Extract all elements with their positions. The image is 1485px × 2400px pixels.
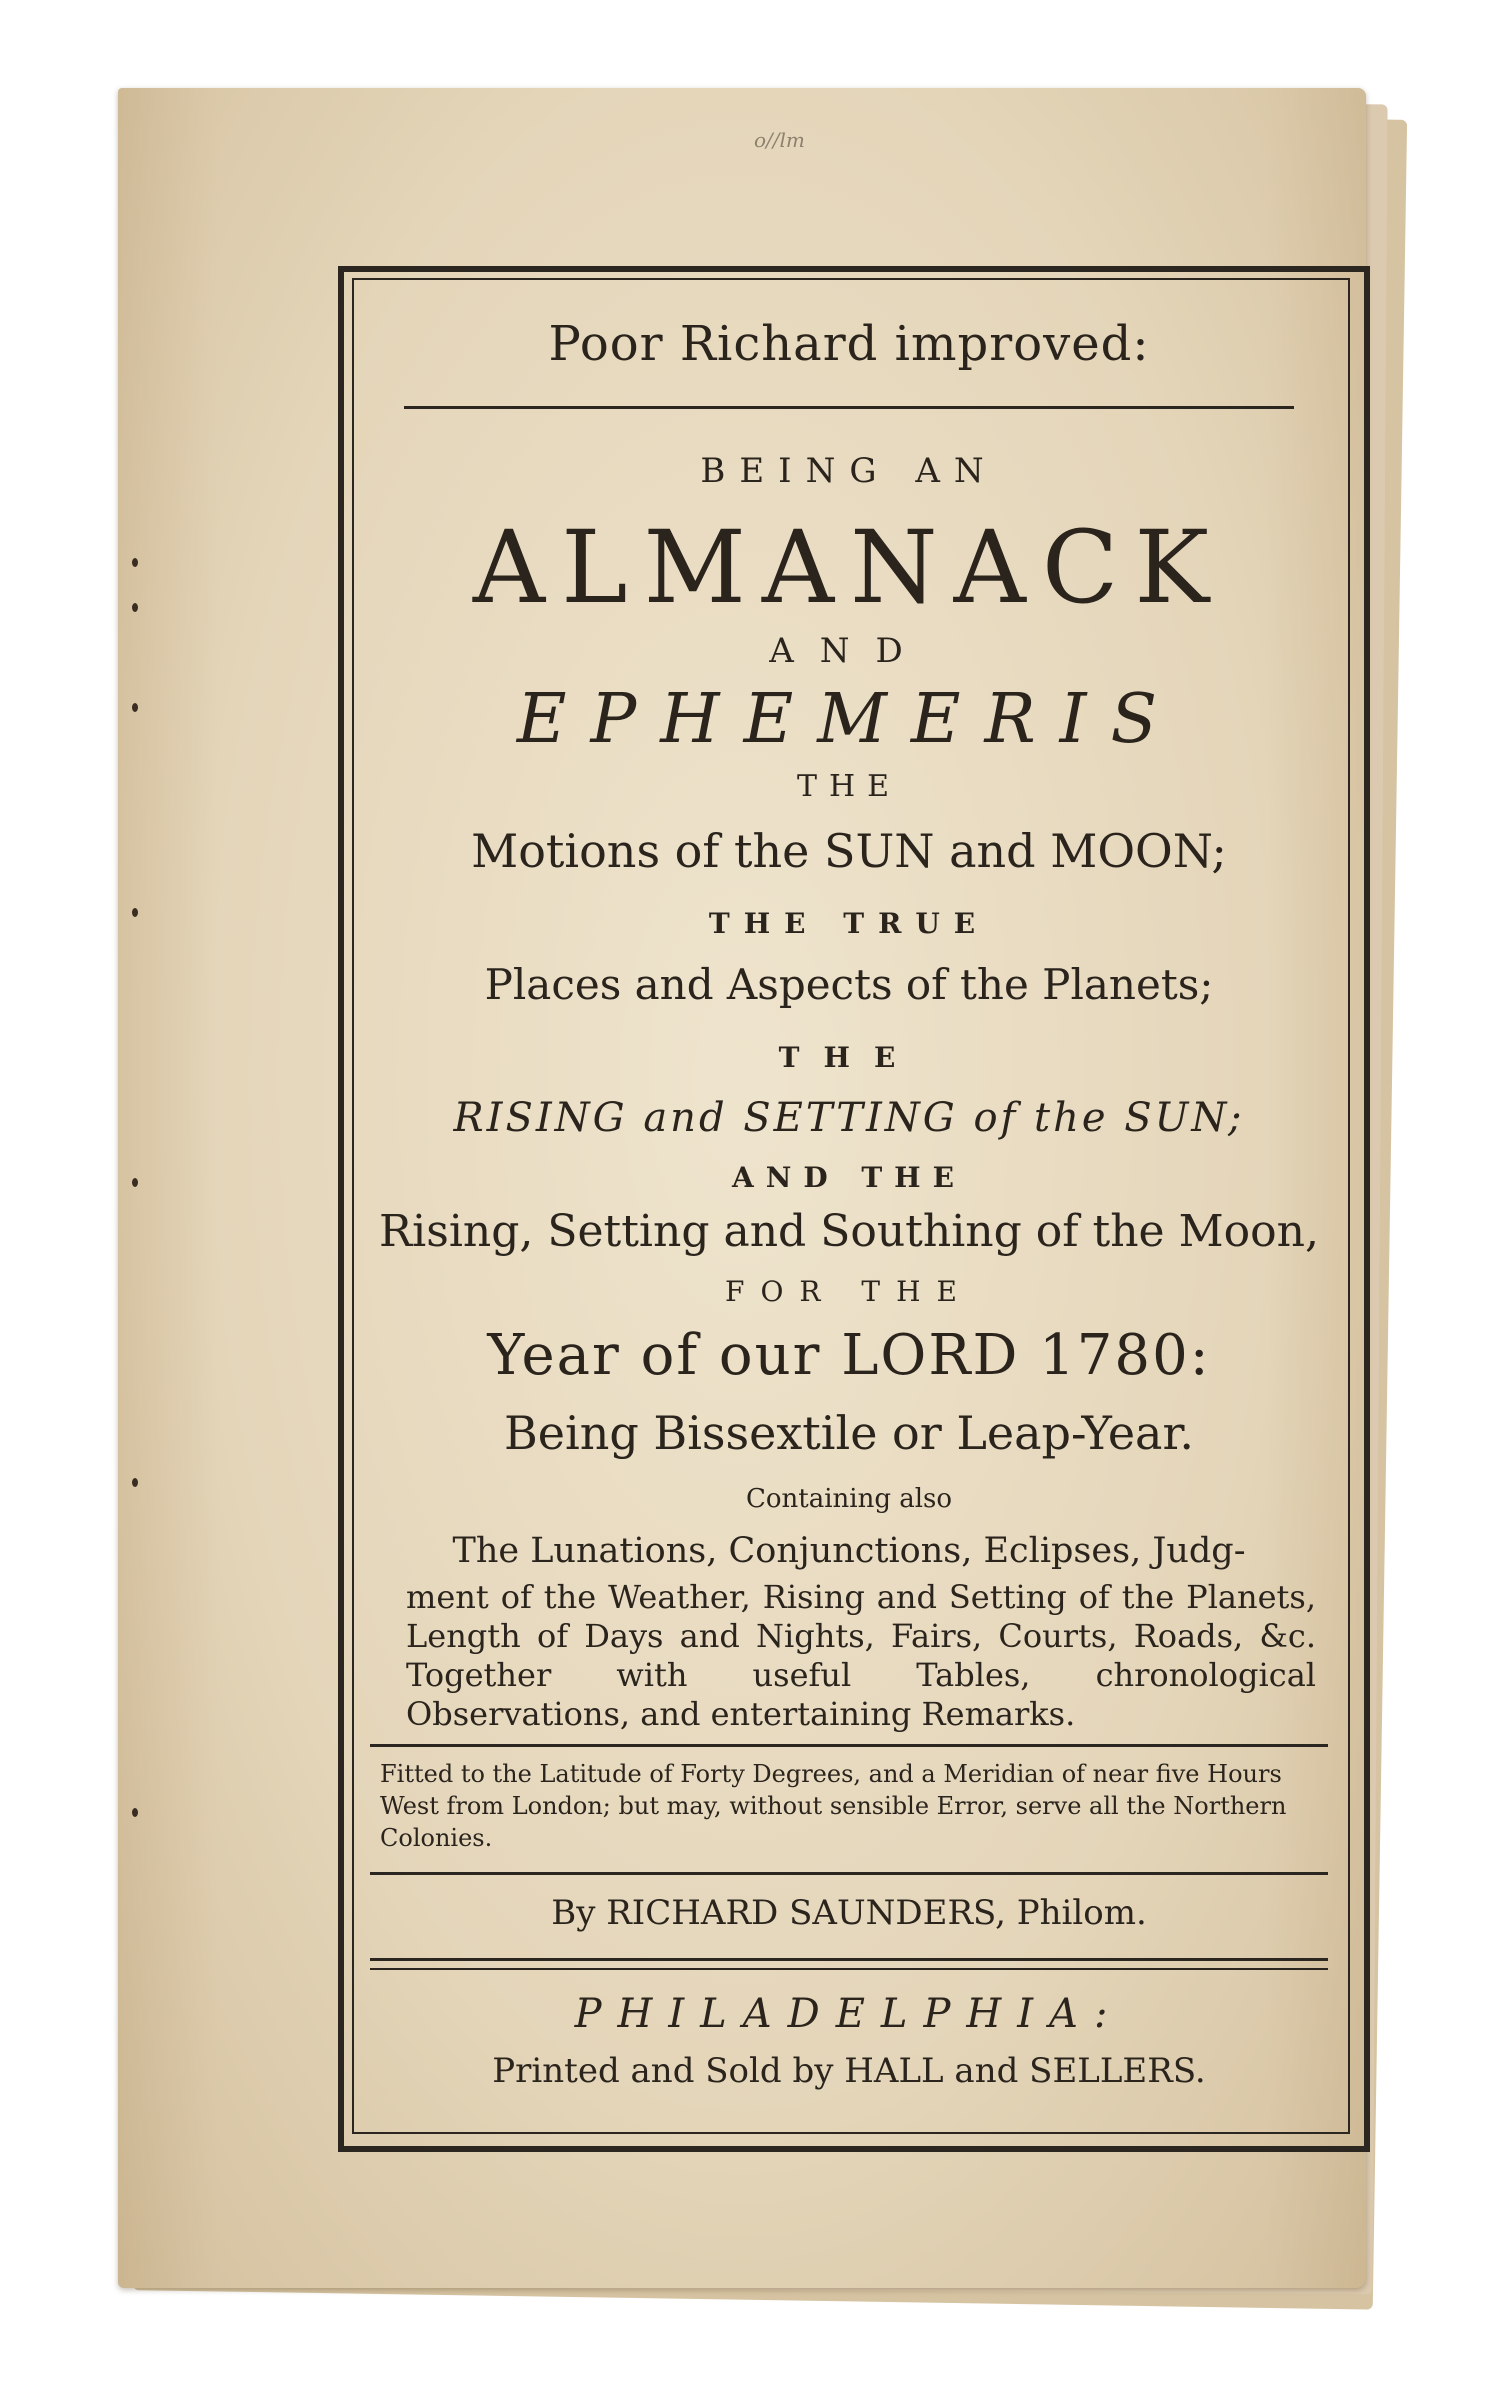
rising-setting-line: RISING and SETTING of the SUN;: [453, 1095, 1245, 1141]
contents-paragraph: ment of the Weather, Rising and Setting of the Planets, Length of Days and Nights, Fairs, Courts, Roads, &c. Together with useful Tables, chronological Observations, and entertaining Remarks.: [406, 1578, 1316, 1733]
page-title: Poor Richard improved:: [548, 316, 1150, 372]
containing-line: Containing also: [745, 1484, 953, 1514]
being-an-line: BEING AN: [700, 451, 998, 491]
latitude-note: Fitted to the Latitude of Forty Degrees, and a Meridian of near five Hours West from London; but may, without sensible Error, serve all the Northern Colonies.: [380, 1760, 1287, 1852]
title-block: [364, 288, 1334, 2124]
stitch-hole: [132, 1808, 138, 1817]
handwritten-annotation: o//lm: [754, 128, 805, 152]
places-line: Places and Aspects of the Planets;: [484, 960, 1214, 1009]
the-line: THE: [796, 769, 902, 804]
the-line: THE: [778, 1041, 920, 1074]
divider: [370, 1744, 1328, 1747]
and-the-line: AND THE: [732, 1161, 966, 1194]
printer-line: Printed and Sold by HALL and SELLERS.: [492, 2051, 1206, 2091]
motions-line: Motions of the SUN and MOON;: [471, 824, 1227, 878]
and-line: AND: [769, 631, 929, 671]
almanack-heading: ALMANACK: [472, 509, 1226, 626]
divider: [404, 406, 1294, 409]
rising-moon-line: Rising, Setting and Southing of the Moon,: [379, 1206, 1319, 1257]
ephemeris-heading: EPHEMERIS: [516, 680, 1182, 759]
author-line: By RICHARD SAUNDERS, Philom.: [551, 1893, 1147, 1933]
stitch-hole: [132, 603, 138, 612]
place-line: PHILADELPHIA:: [574, 1991, 1124, 2037]
stitch-hole: [132, 1178, 138, 1187]
stitch-hole: [132, 703, 138, 712]
divider: [370, 1872, 1328, 1875]
title-page: [118, 88, 1366, 2288]
contents-first-line: The Lunations, Conjunctions, Eclipses, Judg-: [452, 1531, 1246, 1571]
year-line: Year of our LORD 1780:: [487, 1323, 1211, 1388]
stitch-hole: [132, 1478, 138, 1487]
leap-year-line: Being Bissextile or Leap-Year.: [503, 1406, 1195, 1460]
for-the-line: FOR THE: [725, 1275, 973, 1308]
the-true-line: THE TRUE: [708, 907, 990, 940]
stitch-hole: [132, 908, 138, 917]
stitch-hole: [132, 558, 138, 567]
divider: [370, 1968, 1328, 1970]
divider: [370, 1958, 1328, 1961]
